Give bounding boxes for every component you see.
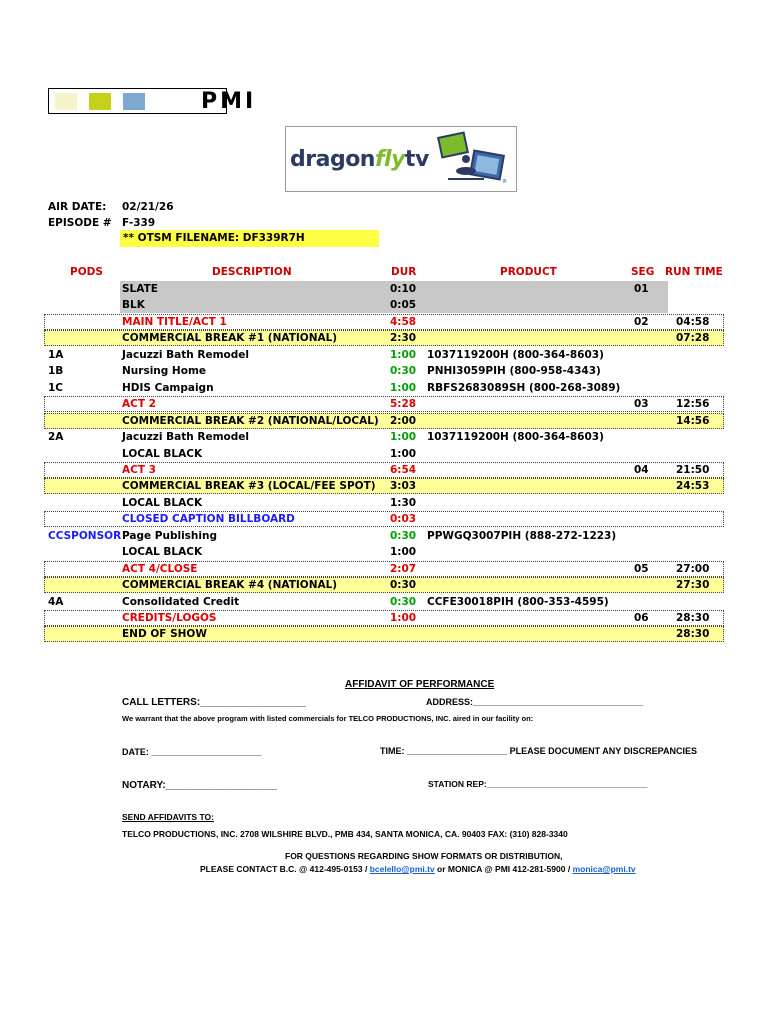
cell-dur: 2:07	[390, 562, 417, 575]
col-run-time: RUN TIME	[665, 266, 723, 278]
table-row	[44, 380, 724, 396]
tv-icon	[436, 131, 516, 189]
cell-dur: 4:58	[390, 315, 417, 328]
questions-text: FOR QUESTIONS REGARDING SHOW FORMATS OR DISTRIBUTION,	[285, 851, 563, 861]
table-row	[44, 297, 724, 313]
cell-run-time: 27:30	[676, 579, 710, 592]
cell-run-time: 28:30	[676, 628, 710, 641]
cell-seg: 02	[634, 315, 649, 328]
cell-description: END OF SHOW	[122, 628, 207, 641]
cell-run-time: 04:58	[676, 315, 710, 328]
cell-description: SLATE	[122, 283, 158, 295]
dragonflytv-logo	[285, 126, 517, 192]
cell-product: 1037119200H (800-364-8603)	[427, 431, 604, 444]
cell-pod: CCSPONSOR	[48, 529, 122, 542]
cell-description: Jacuzzi Bath Remodel	[122, 431, 250, 444]
cell-description: LOCAL BLACK	[122, 496, 203, 509]
cell-dur: 0:10	[390, 283, 417, 295]
cell-run-time: 21:50	[676, 463, 710, 476]
episode-label: EPISODE #	[48, 217, 112, 229]
logo-square-green	[89, 93, 111, 110]
cell-product: PPWGQ3007PIH (888-272-1223)	[427, 529, 617, 542]
table-row	[44, 314, 724, 330]
col-seg: SEG	[631, 266, 655, 278]
cell-description: HDIS Campaign	[122, 381, 214, 394]
cell-dur: 5:28	[390, 398, 417, 411]
table-row	[44, 347, 724, 363]
table-row	[44, 610, 724, 626]
cell-dur: 1:00	[390, 447, 417, 460]
cell-run-time: 12:56	[676, 398, 710, 411]
cell-description: ACT 4/CLOSE	[122, 562, 198, 575]
cell-description: BLK	[122, 299, 145, 312]
table-row	[44, 446, 724, 462]
logo-square-blue	[123, 93, 145, 110]
cell-product: 1037119200H (800-364-8603)	[427, 348, 604, 361]
svg-text:®: ®	[502, 179, 507, 185]
table-row	[44, 429, 724, 445]
air-date-label: AIR DATE:	[48, 201, 107, 213]
date-field[interactable]: DATE: ______________________	[122, 747, 262, 757]
contact-line	[200, 864, 636, 874]
cell-dur: 1:30	[390, 496, 417, 509]
cell-dur: 0:03	[390, 513, 417, 526]
cell-run-time: 14:56	[676, 414, 710, 427]
table-row	[44, 626, 724, 642]
table-row	[44, 528, 724, 544]
episode-value: F-339	[122, 217, 156, 229]
cell-description: LOCAL BLACK	[122, 546, 203, 559]
cell-description: MAIN TITLE/ACT 1	[122, 315, 227, 328]
cell-dur: 0:05	[390, 299, 417, 312]
email-link-monica[interactable]: monica@pmi.tv	[572, 864, 636, 874]
cell-pod: 1B	[48, 365, 64, 378]
cell-seg: 01	[634, 283, 649, 295]
cell-dur: 3:03	[390, 480, 417, 493]
cell-description: Consolidated Credit	[122, 595, 240, 608]
table-row	[44, 281, 724, 297]
cell-description: COMMERCIAL BREAK #1 (NATIONAL)	[122, 332, 338, 345]
cell-dur: 2:00	[390, 414, 417, 427]
cell-description: ACT 2	[122, 398, 156, 411]
table-row	[44, 544, 724, 560]
cell-pod: 2A	[48, 431, 64, 444]
cell-dur: 1:00	[390, 348, 417, 361]
cell-pod: 1C	[48, 381, 64, 394]
logo-square-cream	[55, 93, 77, 110]
dragonflytv-wordmark: dragonflytv	[290, 147, 429, 172]
notary-field[interactable]: NOTARY:____________________	[122, 780, 277, 791]
cell-run-time: 27:00	[676, 562, 710, 575]
cell-description: ACT 3	[122, 463, 156, 476]
otsm-filename: ** OTSM FILENAME: DF339R7H	[123, 232, 305, 244]
cell-seg: 03	[634, 398, 649, 411]
table-row	[44, 594, 724, 610]
cell-seg: 06	[634, 612, 649, 624]
cell-product: PNHI3059PIH (800-958-4343)	[427, 365, 601, 378]
table-row	[44, 413, 724, 429]
cell-pod: 4A	[48, 595, 64, 608]
cell-product: CCFE30018PIH (800-353-4595)	[427, 595, 609, 608]
col-product: PRODUCT	[500, 266, 557, 278]
warranty-statement: We warrant that the above program with listed commercials for TELCO PRODUCTIONS, INC. aired in our facility on:	[122, 714, 534, 723]
contact-pre: PLEASE CONTACT B.C. @ 412-495-0153 /	[200, 864, 370, 874]
cell-dur: 1:00	[390, 612, 417, 624]
cell-seg: 04	[634, 463, 649, 476]
air-date-value: 02/21/26	[122, 201, 174, 213]
table-row	[44, 330, 724, 346]
cell-pod: 1A	[48, 348, 64, 361]
table-row	[44, 478, 724, 494]
cell-dur: 0:30	[390, 529, 417, 542]
cell-description: CREDITS/LOGOS	[122, 612, 217, 624]
cell-description: Nursing Home	[122, 365, 206, 378]
table-row	[44, 561, 724, 577]
cell-dur: 0:30	[390, 579, 417, 592]
send-address: TELCO PRODUCTIONS, INC. 2708 WILSHIRE BLVD., PMB 434, SANTA MONICA, CA. 90403 FAX: (310) 828-3340	[122, 829, 568, 839]
cell-run-time: 24:53	[676, 480, 710, 493]
cell-run-time: 07:28	[676, 332, 710, 345]
otsm-filename-highlight	[120, 230, 379, 247]
cell-description: LOCAL BLACK	[122, 447, 203, 460]
table-row	[44, 462, 724, 478]
cell-dur: 2:30	[390, 332, 417, 345]
station-rep-field[interactable]: STATION REP:__________________________________	[428, 779, 648, 789]
cell-run-time: 28:30	[676, 612, 710, 624]
affidavit-title: AFFIDAVIT OF PERFORMANCE	[345, 679, 495, 690]
call-letters-field[interactable]: CALL LETTERS:___________________	[122, 697, 306, 708]
contact-mid: or MONICA @ PMI 412-281-5900 /	[434, 864, 573, 874]
cell-description: Jacuzzi Bath Remodel	[122, 348, 250, 361]
cell-dur: 1:00	[390, 546, 417, 559]
cell-dur: 0:30	[390, 365, 417, 378]
col-pods: PODS	[70, 266, 103, 278]
col-dur: DUR	[391, 266, 417, 278]
send-affidavits-label: SEND AFFIDAVITS TO:	[122, 812, 214, 822]
pmi-logo	[48, 88, 257, 114]
cell-description: COMMERCIAL BREAK #4 (NATIONAL)	[122, 579, 338, 592]
cell-dur: 1:00	[390, 431, 417, 444]
time-field[interactable]: TIME: ____________________ PLEASE DOCUMENT ANY DISCREPANCIES	[380, 746, 697, 756]
pmi-logo-text: PMI	[201, 89, 257, 114]
cell-description: COMMERCIAL BREAK #3 (LOCAL/FEE SPOT)	[122, 480, 376, 493]
cell-dur: 6:54	[390, 463, 417, 476]
table-row	[44, 511, 724, 527]
cell-description: CLOSED CAPTION BILLBOARD	[122, 513, 295, 526]
email-link-bc[interactable]: bcelello@pmi.tv	[369, 864, 435, 874]
cell-description: COMMERCIAL BREAK #2 (NATIONAL/LOCAL)	[122, 414, 379, 427]
table-row	[44, 396, 724, 412]
cell-dur: 1:00	[390, 381, 417, 394]
table-row	[44, 577, 724, 593]
cell-dur: 0:30	[390, 595, 417, 608]
cell-description: Page Publishing	[122, 529, 217, 542]
cell-seg: 05	[634, 562, 649, 575]
table-row	[44, 363, 724, 379]
col-description: DESCRIPTION	[212, 266, 292, 278]
address-field[interactable]: ADDRESS:__________________________________	[426, 697, 644, 707]
cell-product: RBFS2683089SH (800-268-3089)	[427, 381, 621, 394]
table-row	[44, 495, 724, 511]
